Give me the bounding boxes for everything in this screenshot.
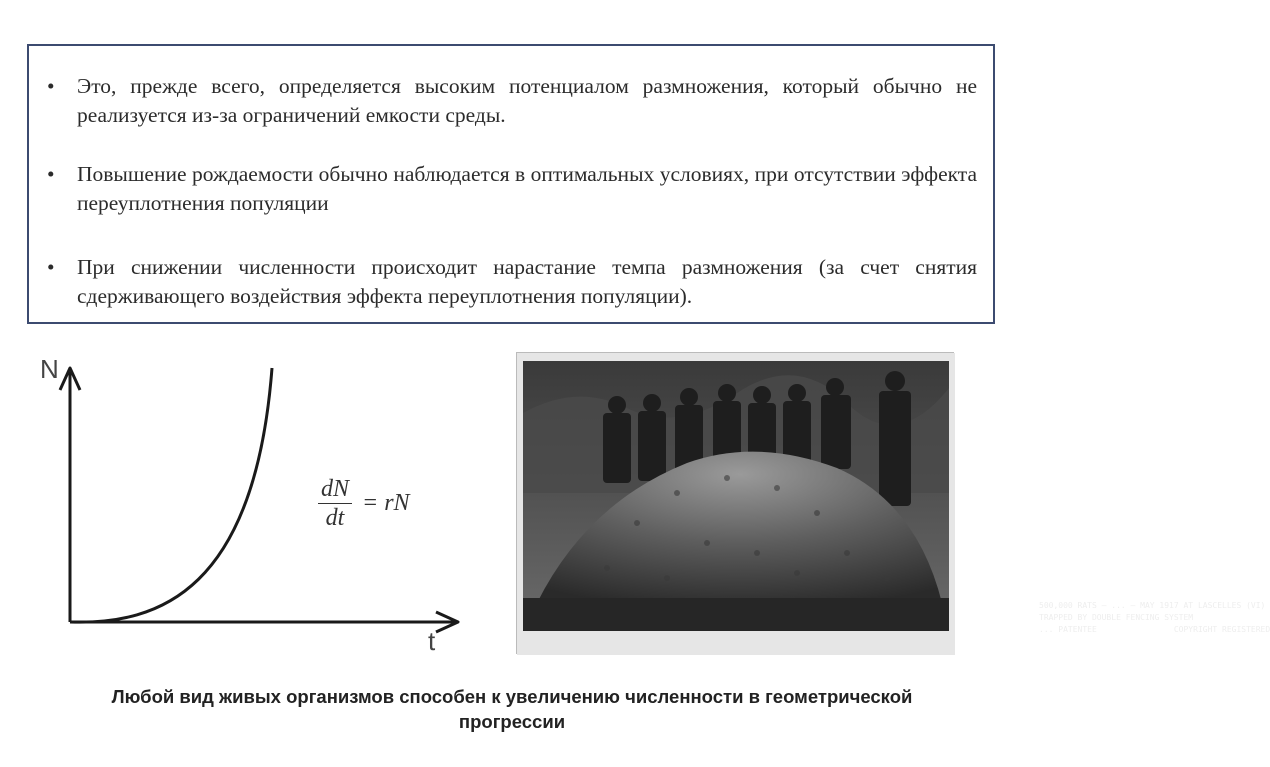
exponential-curve (70, 368, 272, 622)
bullet-item (47, 253, 977, 311)
bullet-item (47, 160, 977, 218)
bullet-text: Повышение рождаемости обычно наблюдается в оптимальных условиях, при отсутствии эффекта переуплотнения популяции (77, 162, 977, 215)
formula-fraction (318, 475, 352, 532)
bullet-marker: • (47, 255, 55, 279)
x-axis-label: t (428, 626, 436, 656)
growth-formula (318, 475, 410, 532)
photo-caption-line: TRAPPED BY DOUBLE FENCING SYSTEM (1039, 613, 1194, 622)
text-box (27, 44, 995, 324)
formula-numerator: dN (318, 475, 352, 504)
historical-photo (516, 352, 1270, 654)
photo-caption-line: ... PATENTEE COPYRIGHT REGISTERED (1039, 625, 1270, 634)
bullet-item (47, 72, 977, 130)
bullet-text: Это, прежде всего, определяется высоким потенциалом размножения, который обычно не реализуется из-за ограничений емкости среды. (77, 74, 977, 127)
bullet-marker: • (47, 74, 55, 98)
photo-image (517, 353, 955, 655)
bullet-text: При снижении численности происходит нарастание темпа размножения (за счет снятия сдерживающего воздействия эффекта переуплотнения популяции). (77, 255, 977, 308)
bullet-marker: • (47, 162, 55, 186)
y-axis-label: N (40, 354, 59, 384)
slide-caption: Любой вид живых организмов способен к увеличению численности в геометрической прогрессии (111, 686, 913, 732)
formula-rhs: = rN (362, 490, 410, 516)
photo-caption-line: 500,000 RATS — ... — MAY 1917 AT LASCELLES (VI) (1039, 601, 1266, 610)
formula-denominator: dt (325, 505, 345, 531)
